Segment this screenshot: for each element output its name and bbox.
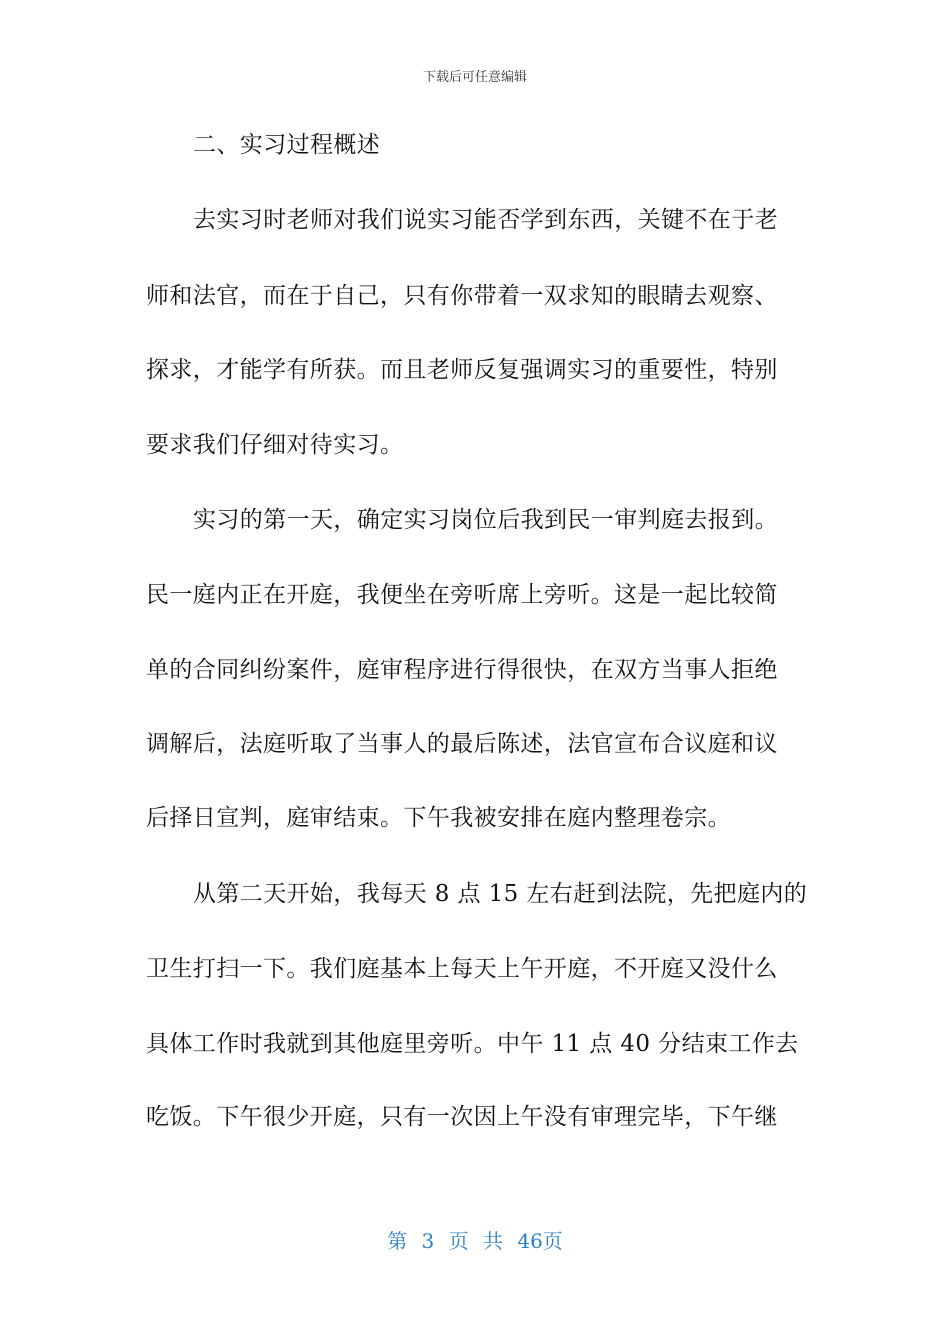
paragraph-line: 调解后，法庭听取了当事人的最后陈述，法官宣布合议庭和议 (146, 731, 778, 757)
paragraph-line: 吃饭。下午很少开庭，只有一次因上午没有审理完毕，下午继 (146, 1104, 778, 1130)
paragraph-line: 卫生打扫一下。我们庭基本上每天上午开庭，不开庭又没什么 (146, 956, 778, 982)
paragraph-line: 要求我们仔细对待实习。 (146, 432, 404, 458)
current-page-number: 3 (421, 1229, 435, 1253)
section-heading: 二、实习过程概述 (193, 132, 381, 158)
paragraph-line: 去实习时老师对我们说实习能否学到东西，关键不在于老 (193, 207, 778, 233)
page-label-prefix: 第 (387, 1229, 408, 1253)
paragraph-line: 单的合同纠纷案件，庭审程序进行得很快，在双方当事人拒绝 (146, 657, 778, 683)
paragraph-line: 从第二天开始，我每天 8 点 15 左右赶到法院，先把庭内的 (193, 881, 808, 907)
paragraph-line: 具体工作时我就到其他庭里旁听。中午 11 点 40 分结束工作去 (146, 1031, 799, 1057)
page-label-suffix: 页 (448, 1229, 469, 1253)
total-label: 共 (483, 1229, 503, 1253)
paragraph-line: 师和法官，而在于自己，只有你带着一双求知的眼睛去观察、 (146, 283, 778, 309)
paragraph-line: 后择日宣判，庭审结束。下午我被安排在庭内整理卷宗。 (146, 805, 731, 831)
page-header: 下载后可任意编辑 (422, 70, 527, 85)
paragraph-line: 民一庭内正在开庭，我便坐在旁听席上旁听。这是一起比较简 (146, 582, 778, 608)
total-pages: 46页 (517, 1229, 563, 1253)
paragraph-line: 实习的第一天，确定实习岗位后我到民一审判庭去报到。 (193, 507, 778, 533)
paragraph-line: 探求，才能学有所获。而且老师反复强调实习的重要性，特别 (146, 357, 778, 383)
page-footer (0, 1225, 950, 1254)
